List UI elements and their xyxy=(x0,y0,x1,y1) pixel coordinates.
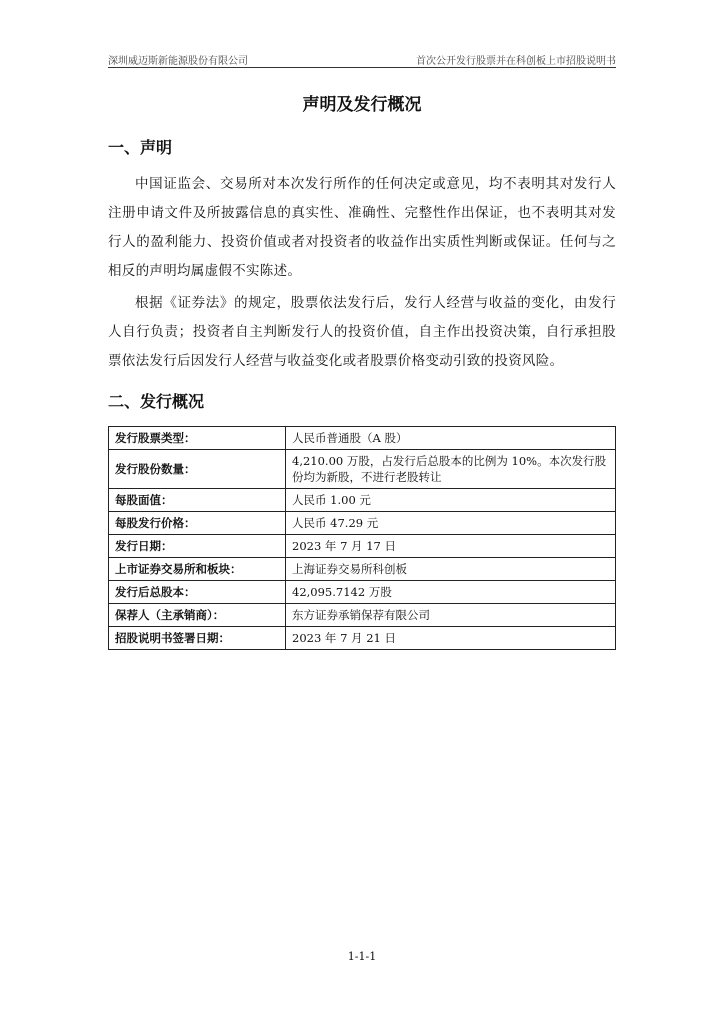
table-row xyxy=(109,535,616,558)
row-label: 发行后总股本： xyxy=(109,581,286,604)
row-label: 每股面值： xyxy=(109,489,286,512)
table-row xyxy=(109,604,616,627)
section-heading-offering-overview: 二、发行概况 xyxy=(108,392,205,411)
row-value: 东方证券承销保荐有限公司 xyxy=(286,604,616,627)
table-row xyxy=(109,450,616,489)
row-value: 人民币 1.00 元 xyxy=(286,489,616,512)
row-label: 发行股份数量： xyxy=(109,450,286,489)
declaration-paragraph-2: 根据《证券法》的规定，股票依法发行后，发行人经营与收益的变化，由发行人自行负责；投资者自主判断发行人的投资价值，自主作出投资决策，自行承担股票依法发行后因发行人经营与收益变化或者股票价格变动引致的投资风险。 xyxy=(108,295,616,369)
table-row xyxy=(109,512,616,535)
row-value: 人民币普通股（A 股） xyxy=(286,427,616,450)
header-company-name: 深圳威迈斯新能源股份有限公司 xyxy=(108,56,248,67)
offering-overview-table xyxy=(108,426,616,650)
page-title: 声明及发行概况 xyxy=(302,95,422,115)
row-label: 每股发行价格： xyxy=(109,512,286,535)
table-row xyxy=(109,627,616,650)
header-document-title: 首次公开发行股票并在科创板上市招股说明书 xyxy=(416,56,616,67)
declaration-paragraph-1: 中国证监会、交易所对本次发行所作的任何决定或意见，均不表明其对发行人注册申请文件及所披露信息的真实性、准确性、完整性作出保证，也不表明其对发行人的盈利能力、投资价值或者对投资者的收益作出实质性判断或保证。任何与之相反的声明均属虚假不实陈述。 xyxy=(108,176,616,279)
row-value: 4,210.00 万股，占发行后总股本的比例为 10%。本次发行股份均为新股，不进行老股转让 xyxy=(286,450,616,489)
table-row xyxy=(109,489,616,512)
page-header xyxy=(108,51,616,68)
row-label: 上市证券交易所和板块： xyxy=(109,558,286,581)
row-label: 发行股票类型： xyxy=(109,427,286,450)
row-value: 上海证券交易所科创板 xyxy=(286,558,616,581)
row-value: 人民币 47.29 元 xyxy=(286,512,616,535)
row-label: 招股说明书签署日期： xyxy=(109,627,286,650)
row-value: 2023 年 7 月 21 日 xyxy=(286,627,616,650)
row-label: 保荐人（主承销商）： xyxy=(109,604,286,627)
row-value: 42,095.7142 万股 xyxy=(286,581,616,604)
row-value: 2023 年 7 月 17 日 xyxy=(286,535,616,558)
section-heading-declaration: 一、声明 xyxy=(108,138,173,157)
page-number: 1-1-1 xyxy=(347,950,377,963)
table-row xyxy=(109,558,616,581)
row-label: 发行日期： xyxy=(109,535,286,558)
table-row xyxy=(109,427,616,450)
table-row xyxy=(109,581,616,604)
